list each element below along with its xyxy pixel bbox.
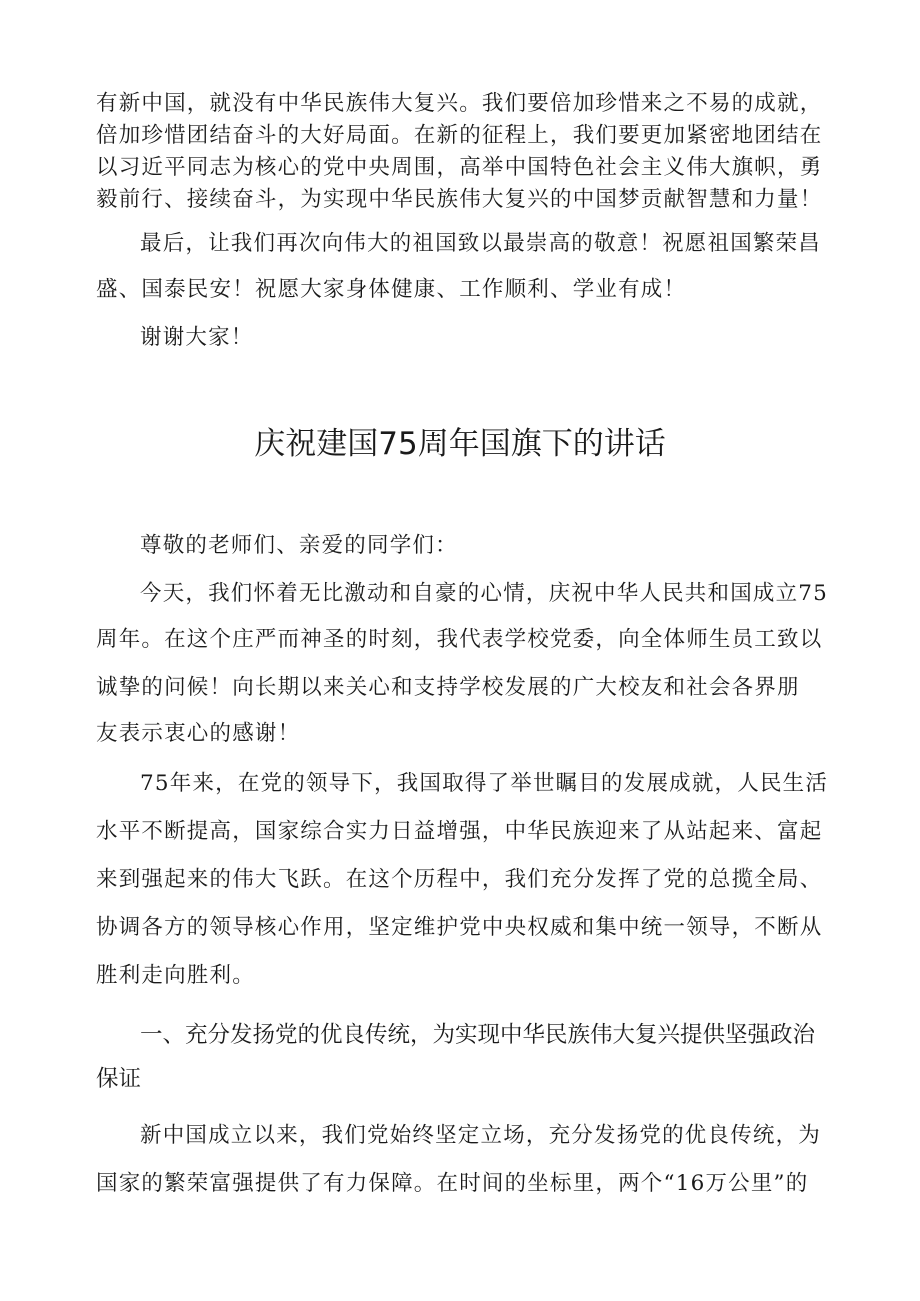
section-heading-line-2: 保证 <box>96 1066 142 1092</box>
section-heading-line-1: 一、充分发扬党的优良传统，为实现中华民族伟大复兴提供坚强政治 <box>140 1022 816 1048</box>
achievement-line-4: 协调各方的领导核心作用，坚定维护党中央权威和集中统一领导，不断从 <box>96 915 823 940</box>
achievement-line-2: 水平不断提高，国家综合实力日益增强，中华民族迎来了从站起来、富起 <box>96 819 823 844</box>
closing-wish-line-2: 盛、国泰民安！祝愿大家身体健康、工作顺利、学业有成！ <box>96 277 687 302</box>
salutation: 尊敬的老师们、亲爱的同学们： <box>140 533 458 558</box>
intro-line-3: 诚挚的问候！向长期以来关心和支持学校发展的广大校友和社会各界朋 <box>96 675 800 700</box>
top-paragraph-line-2: 倍加珍惜团结奋斗的大好局面。在新的征程上，我们要更加紧密地团结在 <box>96 123 823 148</box>
thanks-line: 谢谢大家！ <box>140 325 254 350</box>
section-body-line-1: 新中国成立以来，我们党始终坚定立场，充分发扬党的优良传统，为 <box>140 1123 822 1148</box>
section-body-line-2: 国家的繁荣富强提供了有力保障。在时间的坐标里，两个“16万公里”的 <box>96 1171 809 1196</box>
closing-wish-line-1: 最后，让我们再次向伟大的祖国致以最崇高的敬意！祝愿祖国繁荣昌 <box>140 231 822 256</box>
top-paragraph-line-3: 以习近平同志为核心的党中央周围，高举中国特色社会主义伟大旗帜，勇 <box>96 155 823 180</box>
top-paragraph-line-4: 毅前行、接续奋斗，为实现中华民族伟大复兴的中国梦贡献智慧和力量！ <box>96 187 823 212</box>
intro-line-1: 今天，我们怀着无比激动和自豪的心情，庆祝中华人民共和国成立75 <box>140 581 829 606</box>
achievement-line-1: 75年来，在党的领导下，我国取得了举世瞩目的发展成就，人民生活 <box>140 771 829 796</box>
achievement-line-5: 胜利走向胜利。 <box>96 963 255 988</box>
top-paragraph-line-1: 有新中国，就没有中华民族伟大复兴。我们要倍加珍惜来之不易的成就， <box>96 91 823 116</box>
achievement-line-3: 来到强起来的伟大飞跃。在这个历程中，我们充分发挥了党的总揽全局、 <box>96 867 823 892</box>
page-title: 庆祝建国75周年国旗下的讲话 <box>254 426 666 462</box>
intro-line-4: 友表示衷心的感谢！ <box>96 721 301 746</box>
intro-line-2: 周年。在这个庄严而神圣的时刻，我代表学校党委，向全体师生员工致以 <box>96 627 823 652</box>
